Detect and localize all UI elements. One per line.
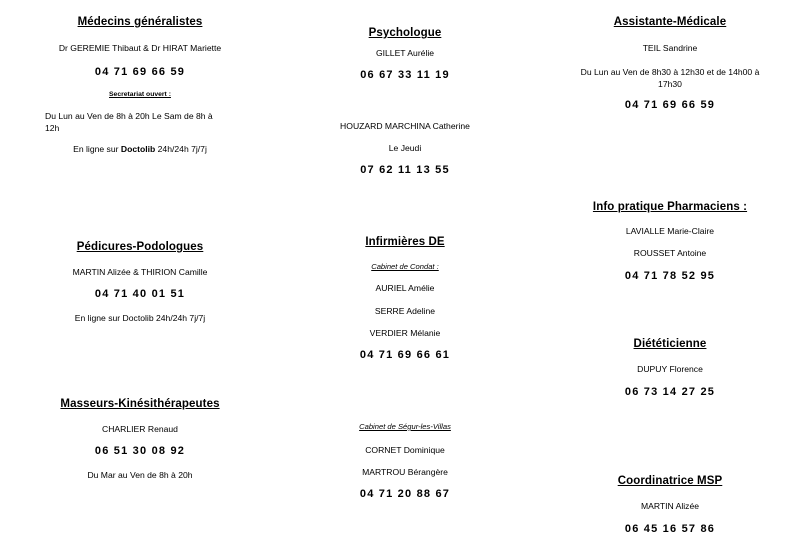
online-brand: Doctolib bbox=[120, 144, 156, 154]
coordinatrice-heading: Coordinatrice MSP bbox=[617, 475, 723, 487]
pharmacien-name: ROUSSET Antoine bbox=[633, 248, 707, 258]
pharmaciens-phone: 04 71 78 52 95 bbox=[624, 270, 716, 282]
dieteticienne-heading: Diététicienne bbox=[633, 338, 707, 350]
assistante-hours-line1: Du Lun au Ven de 8h30 à 12h30 et de 14h00 à bbox=[580, 67, 760, 77]
kines-phone: 06 51 30 08 92 bbox=[94, 445, 186, 457]
dieteticienne-name: DUPUY Florence bbox=[637, 364, 703, 374]
infirmiere-name: AURIEL Amélie bbox=[375, 283, 435, 293]
assistante-name: TEIL Sandrine bbox=[642, 43, 698, 53]
pedicures-online: En ligne sur Doctolib 24h/24h 7j/7j bbox=[74, 313, 206, 323]
assistante-hours bbox=[560, 66, 780, 90]
psychologue-name2: HOUZARD MARCHINA Catherine bbox=[340, 121, 470, 131]
kines-hours: Du Mar au Ven de 8h à 20h bbox=[87, 470, 193, 480]
infirmiere-name: CORNET Dominique bbox=[365, 445, 445, 455]
generalistes-phone: 04 71 69 66 59 bbox=[94, 66, 186, 78]
pedicures-phone: 04 71 40 01 51 bbox=[94, 288, 186, 300]
infirmieres-phone2: 04 71 20 88 67 bbox=[359, 488, 451, 500]
dieteticienne-phone: 06 73 14 27 25 bbox=[624, 386, 716, 398]
generalistes-names: Dr GEREMIE Thibaut & Dr HIRAT Mariette bbox=[58, 43, 222, 53]
assistante-heading: Assistante-Médicale bbox=[613, 16, 727, 28]
pharmacien-name: LAVIALLE Marie-Claire bbox=[625, 226, 715, 236]
generalistes-hours-line2: 12h bbox=[45, 123, 60, 133]
assistante-phone: 04 71 69 66 59 bbox=[624, 99, 716, 111]
infirmiere-name: MARTROU Bérangère bbox=[362, 467, 448, 477]
online-prefix: En ligne sur bbox=[73, 144, 121, 154]
generalistes-hours bbox=[45, 110, 245, 134]
generalistes-heading: Médecins généralistes bbox=[77, 16, 203, 28]
psychologue-phone1: 06 67 33 11 19 bbox=[360, 69, 450, 81]
assistante-hours-line2: 17h30 bbox=[658, 79, 682, 89]
generalistes-hours-line1: Du Lun au Ven de 8h à 20h Le Sam de 8h à bbox=[45, 111, 213, 121]
infirmieres-heading: Infirmières DE bbox=[365, 236, 445, 248]
kines-names: CHARLIER Renaud bbox=[102, 424, 178, 434]
online-suffix: 24h/24h 7j/7j bbox=[155, 144, 207, 154]
cabinet-segur: Cabinet de Ségur-les-Villas bbox=[359, 422, 451, 431]
infirmiere-name: SERRE Adeline bbox=[374, 306, 436, 316]
infirmiere-name: VERDIER Mélanie bbox=[369, 328, 441, 338]
infirmieres-phone1: 04 71 69 66 61 bbox=[359, 349, 451, 361]
psychologue-heading: Psychologue bbox=[368, 27, 442, 39]
secretariat-label: Secretariat ouvert : bbox=[109, 91, 171, 98]
cabinet-condat: Cabinet de Condat : bbox=[371, 262, 439, 271]
psychologue-phone2: 07 62 11 13 55 bbox=[360, 164, 450, 176]
pedicures-names: MARTIN Alizée & THIRION Camille bbox=[72, 267, 208, 277]
pharmaciens-heading: Info pratique Pharmaciens : bbox=[592, 201, 748, 213]
coordinatrice-name: MARTIN Alizée bbox=[640, 501, 700, 511]
coordinatrice-phone: 06 45 16 57 86 bbox=[624, 523, 716, 535]
generalistes-online bbox=[30, 144, 250, 154]
psychologue-name1: GILLET Aurélie bbox=[375, 48, 435, 58]
psychologue-day2: Le Jeudi bbox=[388, 143, 422, 153]
kines-heading: Masseurs-Kinésithérapeutes bbox=[60, 398, 220, 410]
pedicures-heading: Pédicures-Podologues bbox=[76, 241, 204, 253]
